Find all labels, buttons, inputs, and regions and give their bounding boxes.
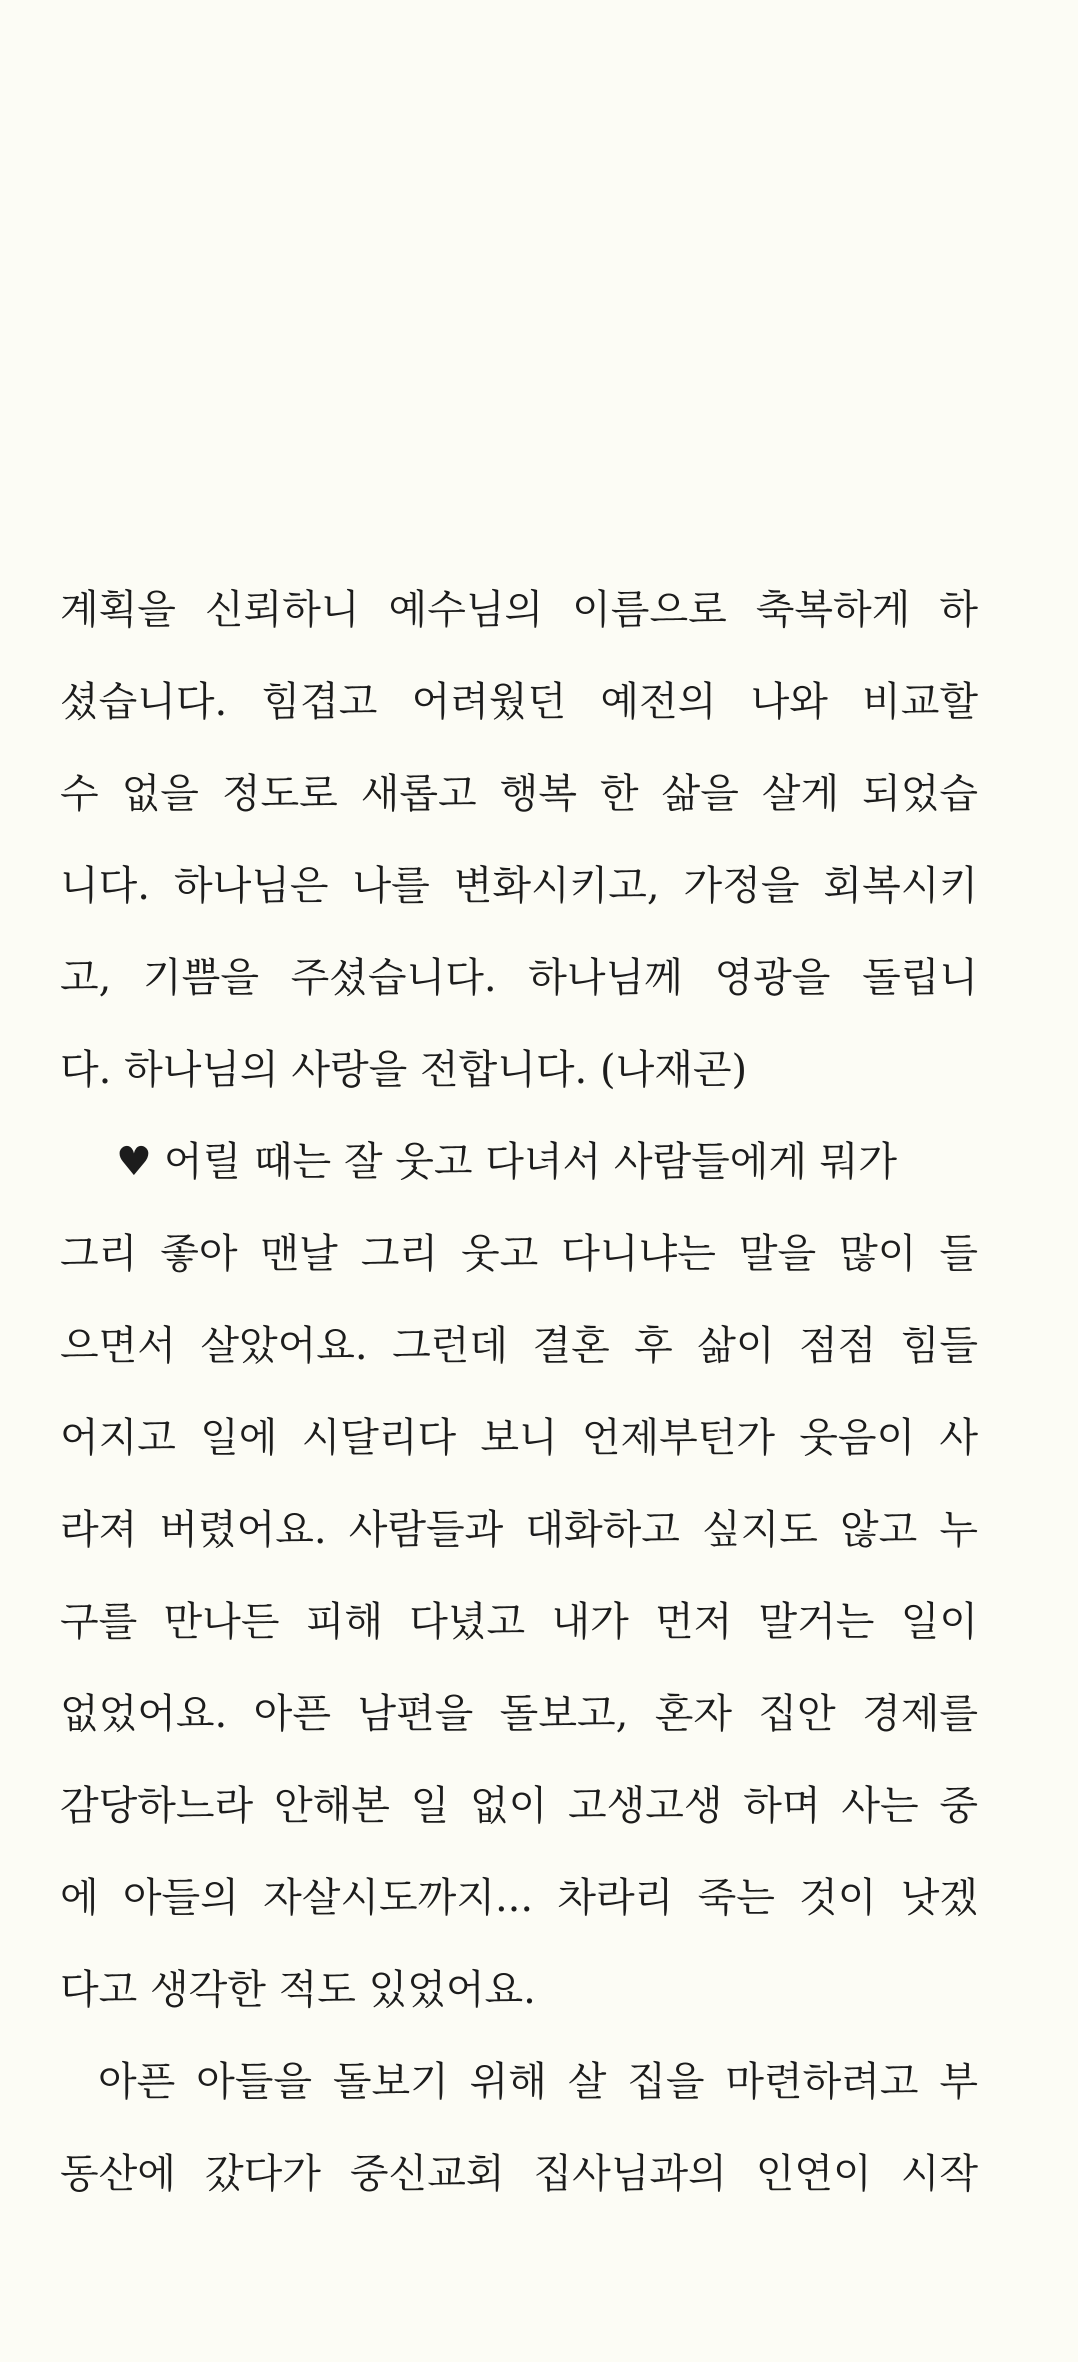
text-line: 계획을 신뢰하니 예수님의 이름으로 축복하게 하 [60,587,978,633]
paragraph-start-text: 어릴 때는 잘 웃고 다녀서 사람들에게 뭐가 [163,1139,898,1185]
text-line: 셨습니다. 힘겹고 어려웠던 예전의 나와 비교할 [60,679,978,725]
text-line: 니다. 하나님은 나를 변화시키고, 가정을 회복시키 [60,863,978,909]
text-line: 동산에 갔다가 중신교회 집사님과의 인연이 시작 [60,2151,978,2197]
text-line: 고, 기쁨을 주셨습니다. 하나님께 영광을 돌립니 [60,955,978,1001]
text-line: 구를 만나든 피해 다녔고 내가 먼저 말거는 일이 [60,1599,978,1645]
text-line: 수 없을 정도로 새롭고 행복 한 삶을 살게 되었습 [60,771,978,817]
text-line: 감당하느라 안해본 일 없이 고생고생 하며 사는 중 [60,1783,978,1829]
text-line: 그리 좋아 맨날 그리 웃고 다니냐는 말을 많이 들 [60,1231,978,1277]
heart-icon: ♥ [116,1139,152,1185]
text-line: 라져 버렸어요. 사람들과 대화하고 싶지도 않고 누 [60,1507,978,1553]
text-line: 으면서 살았어요. 그런데 결혼 후 삶이 점점 힘들 [60,1323,978,1369]
text-line: 아픈 아들을 돌보기 위해 살 집을 마련하려고 부 [98,2059,978,2105]
text-line: 어지고 일에 시달리다 보니 언제부턴가 웃음이 사 [60,1415,978,1461]
text-line: 다. 하나님의 사랑을 전합니다. (나재곤) [60,1047,748,1093]
text-line: 없었어요. 아픈 남편을 돌보고, 혼자 집안 경제를 [60,1691,978,1737]
text-line: 다고 생각한 적도 있었어요. [60,1967,536,2013]
text-line: 에 아들의 자살시도까지... 차라리 죽는 것이 낫겠 [60,1875,978,1921]
text-line [116,1134,978,1190]
